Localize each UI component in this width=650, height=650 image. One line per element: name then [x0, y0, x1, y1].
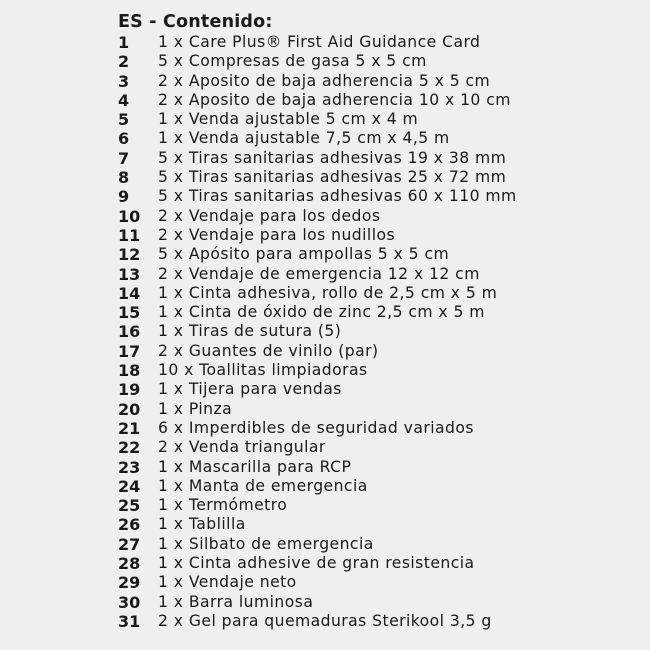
- item-number: 9: [118, 187, 130, 207]
- item-number: 13: [118, 264, 141, 284]
- item-number: 11: [118, 225, 141, 245]
- item-description: 10 x Toallitas limpiadoras: [158, 361, 368, 380]
- list-item: [118, 226, 630, 245]
- item-number: 29: [118, 573, 141, 593]
- item-number: 8: [118, 168, 130, 188]
- list-item: [118, 149, 630, 168]
- item-description: 1 x Vendaje neto: [158, 573, 297, 592]
- item-description: 1 x Tiras de sutura (5): [158, 322, 342, 341]
- item-description: 1 x Tijera para vendas: [158, 380, 342, 399]
- item-description: 2 x Vendaje para los nudillos: [158, 225, 396, 244]
- item-number: 31: [118, 611, 141, 631]
- item-number: 1: [118, 33, 130, 52]
- item-description: 5 x Tiras sanitarias adhesivas 60 x 110 mm: [158, 187, 517, 206]
- item-description: 1 x Pinza: [158, 399, 233, 418]
- item-description: 2 x Guantes de vinilo (par): [158, 341, 379, 360]
- item-description: 1 x Cinta adhesive de gran resistencia: [158, 554, 475, 573]
- list-item: [118, 438, 630, 457]
- item-number: 7: [118, 148, 130, 168]
- list-item: [118, 515, 630, 534]
- list-item: [118, 419, 630, 438]
- list-item: [118, 284, 630, 303]
- item-description: 5 x Compresas de gasa 5 x 5 cm: [158, 52, 427, 71]
- list-item: [118, 612, 630, 631]
- item-description: 1 x Tablilla: [158, 515, 246, 534]
- item-number: 10: [118, 206, 141, 226]
- item-number: 26: [118, 515, 141, 535]
- list-item: [118, 496, 630, 515]
- list-item: [118, 593, 630, 612]
- list-item: [118, 265, 630, 284]
- item-description: 1 x Termómetro: [158, 496, 288, 515]
- item-number: 12: [118, 245, 141, 265]
- item-number: 23: [118, 457, 141, 477]
- item-number: 22: [118, 438, 141, 458]
- list-item: [118, 187, 630, 206]
- list-item: [118, 322, 630, 341]
- contents-list: [118, 33, 630, 631]
- item-number: 4: [118, 90, 130, 110]
- list-item: [118, 380, 630, 399]
- item-number: 19: [118, 380, 141, 400]
- item-description: 2 x Vendaje para los dedos: [158, 206, 381, 225]
- item-description: 1 x Cinta adhesiva, rollo de 2,5 cm x 5 m: [158, 283, 498, 302]
- item-number: 25: [118, 496, 141, 516]
- item-description: 1 x Venda ajustable 5 cm x 4 m: [158, 110, 419, 129]
- list-item: [118, 52, 630, 71]
- item-description: 1 x Cinta de óxido de zinc 2,5 cm x 5 m: [158, 303, 485, 322]
- item-number: 27: [118, 534, 141, 554]
- item-description: 5 x Apósito para ampollas 5 x 5 cm: [158, 245, 450, 264]
- list-item: [118, 168, 630, 187]
- item-number: 6: [118, 129, 130, 149]
- list-item: [118, 303, 630, 322]
- item-description: 6 x Imperdibles de seguridad variados: [158, 418, 474, 437]
- item-number: 2: [118, 52, 130, 72]
- item-description: 1 x Care Plus® First Aid Guidance Card: [158, 33, 481, 51]
- item-number: 18: [118, 361, 141, 381]
- item-description: 1 x Manta de emergencia: [158, 476, 368, 495]
- list-item: [118, 535, 630, 554]
- item-number: 17: [118, 341, 141, 361]
- list-item: [118, 91, 630, 110]
- item-number: 14: [118, 283, 141, 303]
- item-description: 1 x Mascarilla para RCP: [158, 457, 352, 476]
- item-number: 5: [118, 110, 130, 130]
- item-description: 2 x Vendaje de emergencia 12 x 12 cm: [158, 264, 480, 283]
- list-item: [118, 554, 630, 573]
- item-number: 16: [118, 322, 141, 342]
- item-number: 3: [118, 71, 130, 91]
- list-item: [118, 361, 630, 380]
- list-item: [118, 245, 630, 264]
- item-number: 24: [118, 476, 141, 496]
- list-item: [118, 342, 630, 361]
- section-heading: ES - Contenido:: [118, 12, 273, 32]
- list-item: [118, 33, 630, 52]
- item-description: 1 x Venda ajustable 7,5 cm x 4,5 m: [158, 129, 450, 148]
- item-description: 2 x Venda triangular: [158, 438, 326, 457]
- item-number: 28: [118, 554, 141, 574]
- item-description: 2 x Gel para quemaduras Sterikool 3,5 g: [158, 611, 492, 630]
- list-item: [118, 458, 630, 477]
- list-item: [118, 207, 630, 226]
- list-item: [118, 129, 630, 148]
- list-item: [118, 573, 630, 592]
- item-number: 21: [118, 418, 141, 438]
- item-number: 30: [118, 592, 141, 612]
- item-description: 2 x Aposito de baja adherencia 5 x 5 cm: [158, 71, 491, 90]
- item-number: 20: [118, 399, 141, 419]
- item-number: 15: [118, 303, 141, 323]
- item-description: 5 x Tiras sanitarias adhesivas 25 x 72 mm: [158, 168, 507, 187]
- list-item: [118, 477, 630, 496]
- item-description: 2 x Aposito de baja adherencia 10 x 10 cm: [158, 90, 511, 109]
- item-description: 1 x Silbato de emergencia: [158, 534, 374, 553]
- item-description: 5 x Tiras sanitarias adhesivas 19 x 38 mm: [158, 148, 507, 167]
- list-item: [118, 400, 630, 419]
- item-description: 1 x Barra luminosa: [158, 592, 314, 611]
- list-item: [118, 110, 630, 129]
- list-item: [118, 72, 630, 91]
